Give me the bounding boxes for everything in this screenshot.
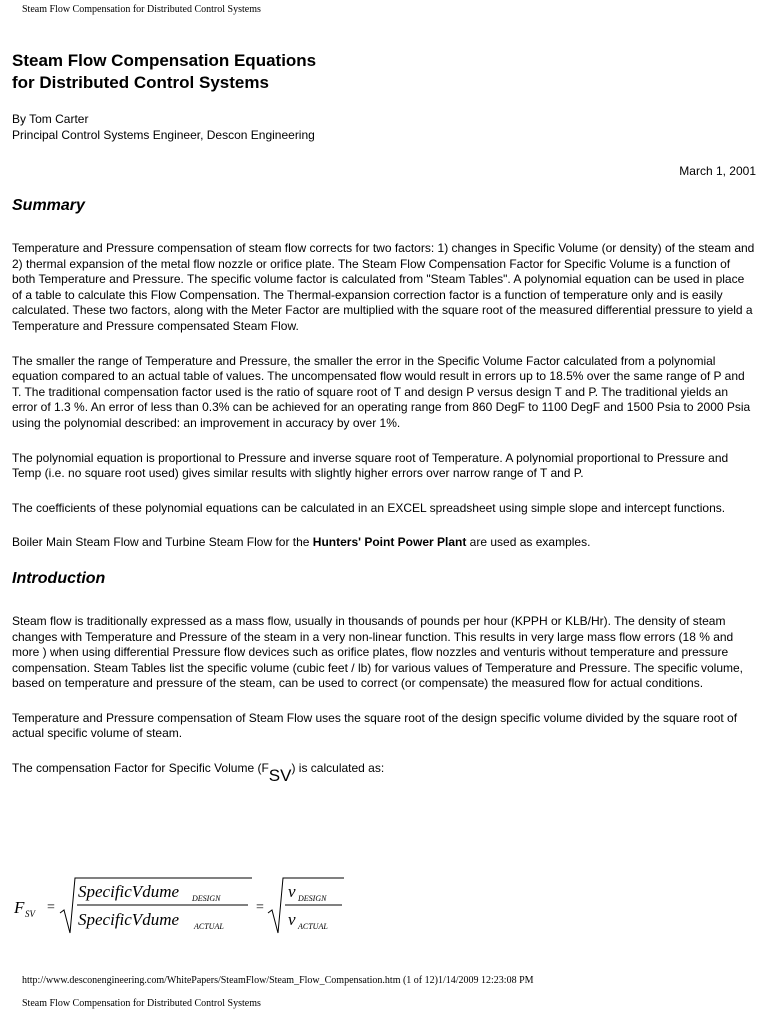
summary-paragraph-1: Temperature and Pressure compensation of steam flow corrects for two factors: 1) changes in Specific Volume (or density) of the steam and 2) thermal expansion of the metal flow nozzle or orifice plate. The Steam Flow Compensation Factor for Specific Volume is a function of both Temperature and Pressure. The specific volume factor is calculated from "Steam Tables". A polynomial equation can be used in place of a table to calculate this Flow Compensation. The Thermal-expansion correction factor is a function of temperature only and is easily calculated. These two factors, along with the Meter Factor are multiplied with the square root of the measured differential pressure to yield a Temperature and Pressure compensated Steam Flow. xyxy=(12,241,755,333)
formula-numerator-sub: DESIGN xyxy=(192,894,221,903)
byline xyxy=(12,111,756,143)
publication-date: March 1, 2001 xyxy=(679,164,756,178)
formula-v-numerator-sub: DESIGN xyxy=(298,894,327,903)
formula-denominator: SpecificVdume xyxy=(78,910,180,929)
summary-heading: Summary xyxy=(12,197,85,214)
intro-paragraph-1: Steam flow is traditionally expressed as a mass flow, usually in thousands of pounds per hour (KPPH or KLB/Hr). The density of steam changes with Temperature and Pressure of the steam in a very non-linear function. This results in very large mass flow errors (18 % and more ) when using differential Pressure flow devices such as orifice plates, flow nozzles and venturis without temperature and pressure compensation. Steam Tables list the specific volume (cubic feet / lb) for various values of Temperature and Pressure. The specific volume, based on temperature and pressure of the steam, can be used to correct (or compensate) the measured flow for actual conditions. xyxy=(12,613,744,691)
summary-paragraph-5 xyxy=(12,535,756,551)
p3-text-after: ) is calculated as: xyxy=(291,761,385,776)
summary-paragraph-3: The polynomial equation is proportional to Pressure and inverse square root of Temperature. A polynomial proportional to Pressure and Temp (i.e. no square root used) gives similar results with slightly higher errors over narrow range of T and P. xyxy=(12,450,729,481)
introduction-heading: Introduction xyxy=(12,569,106,587)
running-footer: Steam Flow Compensation for Distributed Control Systems xyxy=(22,998,261,1009)
author: By Tom Carter xyxy=(12,112,89,126)
formula-v-numerator: v xyxy=(288,882,296,901)
formula-lhs-sub: SV xyxy=(25,909,35,919)
p5-text-after: are used as examples. xyxy=(466,535,591,550)
title-line-1: Steam Flow Compensation Equations xyxy=(12,51,317,70)
title-line-2: for Distributed Control Systems xyxy=(12,73,269,92)
p3-text-before: The compensation Factor for Specific Volume (F xyxy=(12,761,269,776)
plant-name: Hunters' Point Power Plant xyxy=(312,535,467,550)
footer-url: http://www.desconengineering.com/WhitePapers/SteamFlow/Steam_Flow_Compensation.htm (1 of 12)1/14/2009 12:23:08 PM xyxy=(22,975,534,986)
article-body xyxy=(12,50,756,784)
summary-paragraph-2: The smaller the range of Temperature and Pressure, the smaller the error in the Specific Volume Factor calculated from a polynomial equation compared to an actual table of values. The uncompensated flow would result in errors up to 18.5% over the same range of P and T. The traditional compensation factor used is the ratio of square root of T and design P versus design T and P. The traditional yields an error of 1.3 %. An error of less than 0.3% can be achieved for an operating range from 860 DegF to 1100 DegF and 1500 Psia to 2000 Psia using the polynomial described: an improvement in accuracy by over 1%. xyxy=(12,353,751,430)
formula-numerator: SpecificVdume xyxy=(78,882,180,901)
summary-paragraph-4: The coefficients of these polynomial equations can be calculated in an EXCEL spreadsheet using simple slope and intercept functions. xyxy=(12,500,726,515)
formula-lhs: F xyxy=(14,898,25,917)
formula-denominator-sub: ACTUAL xyxy=(194,922,224,931)
intro-paragraph-2: Temperature and Pressure compensation of Steam Flow uses the square root of the design specific volume divided by the square root of actual specific volume of steam. xyxy=(12,710,738,741)
page-title xyxy=(12,50,372,94)
formula-v-denominator: v xyxy=(288,910,296,929)
formula-equals-1: = xyxy=(47,900,55,915)
fsv-subscript: SV xyxy=(268,766,292,786)
affiliation: Principal Control Systems Engineer, Descon Engineering xyxy=(12,128,315,142)
intro-paragraph-3 xyxy=(12,761,756,784)
p5-text-before: Boiler Main Steam Flow and Turbine Steam Flow for the xyxy=(12,535,313,550)
running-header: Steam Flow Compensation for Distributed Control Systems xyxy=(22,4,261,15)
formula-v-denominator-sub: ACTUAL xyxy=(298,922,328,931)
specific-volume-formula xyxy=(12,873,352,937)
formula-equals-2: = xyxy=(256,900,264,915)
